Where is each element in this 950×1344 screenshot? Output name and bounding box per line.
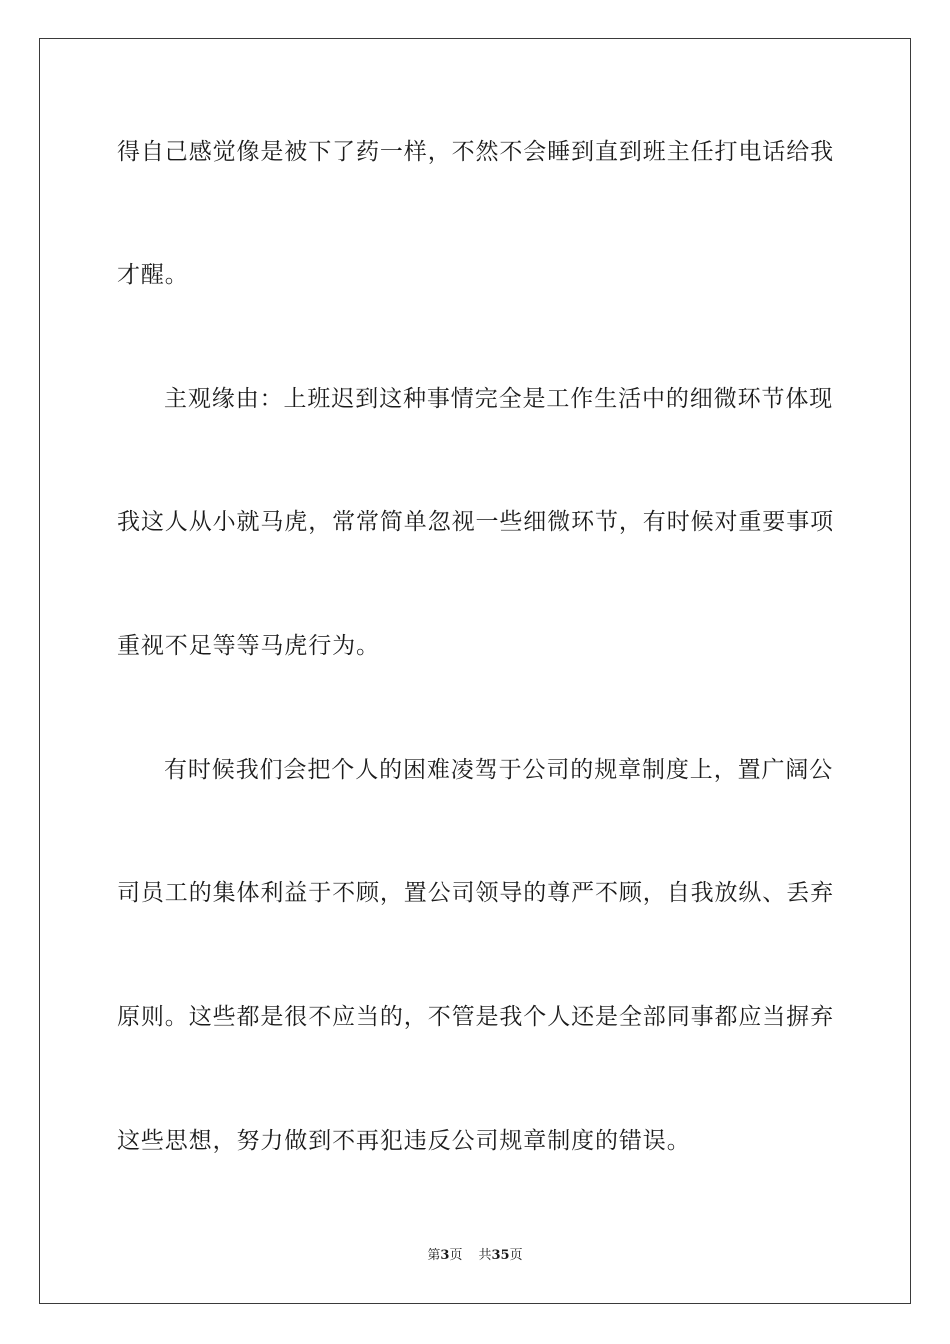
footer-page-number: 3 bbox=[440, 1248, 450, 1263]
body-line-2: 才醒。 bbox=[117, 262, 189, 288]
body-line-6: 有时候我们会把个人的困难凌驾于公司的规章制度上，置广阔公 bbox=[164, 757, 834, 783]
page-border bbox=[39, 38, 911, 1304]
footer-total-suffix: 页 bbox=[509, 1248, 523, 1263]
body-line-1: 得自己感觉像是被下了药一样，不然不会睡到直到班主任打电话给我 bbox=[117, 139, 834, 165]
body-line-5: 重视不足等等马虎行为。 bbox=[117, 633, 380, 659]
body-line-8: 原则。这些都是很不应当的，不管是我个人还是全部同事都应当摒弃 bbox=[117, 1004, 834, 1030]
body-line-4: 我这人从小就马虎，常常简单忽视一些细微环节，有时候对重要事项 bbox=[117, 509, 834, 535]
footer-total-prefix: 共 bbox=[478, 1248, 492, 1263]
footer-page-suffix: 页 bbox=[449, 1248, 463, 1263]
body-line-7: 司员工的集体利益于不顾，置公司领导的尊严不顾，自我放纵、丢弃 bbox=[117, 880, 834, 906]
footer-total-pages: 35 bbox=[491, 1248, 510, 1263]
body-line-3: 主观缘由：上班迟到这种事情完全是工作生活中的细微环节体现 bbox=[164, 386, 834, 412]
body-line-9: 这些思想，努力做到不再犯违反公司规章制度的错误。 bbox=[117, 1128, 691, 1154]
footer-page-prefix: 第 bbox=[427, 1248, 441, 1263]
page-footer bbox=[0, 1247, 950, 1265]
